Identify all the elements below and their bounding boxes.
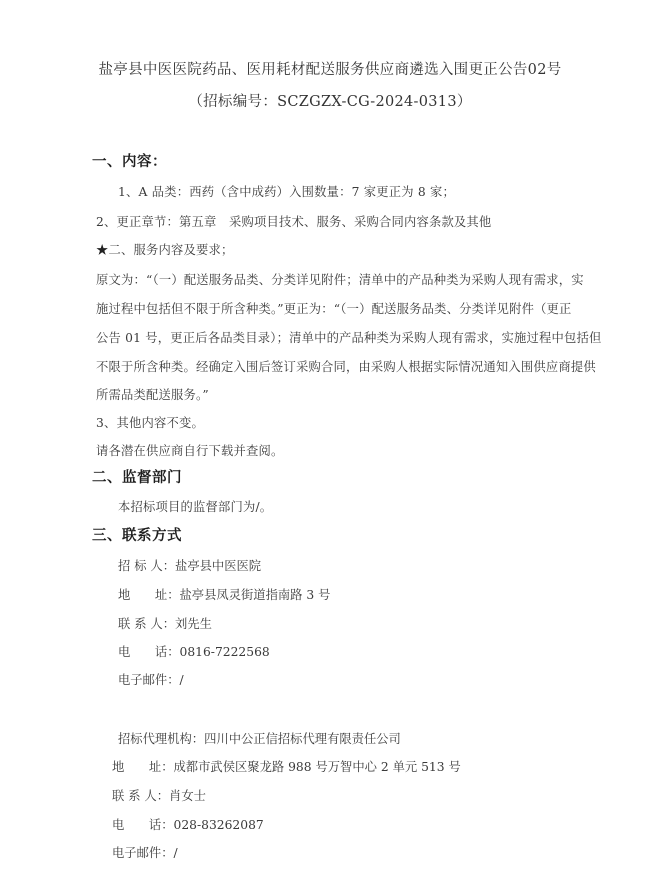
buyer-phone-row — [118, 642, 270, 660]
agent-email: / — [173, 846, 178, 860]
agent-address: 成都市武侯区聚龙路 988 号万智中心 2 单元 513 号 — [173, 760, 461, 774]
para-line-1: 原文为：“（一）配送服务品类、分类详见附件；清单中的产品种类为采购人现有需求，实 — [96, 273, 584, 287]
buyer-contact-label: 联 系 人： — [118, 617, 176, 631]
section2-heading: 二、监督部门 — [92, 470, 182, 486]
agent-org: 四川中公正信招标代理有限责任公司 — [204, 732, 401, 746]
item-4: 3、其他内容不变。 — [96, 416, 204, 430]
buyer-email: / — [179, 673, 184, 687]
buyer-address-row — [118, 585, 330, 603]
buyer-name: 盐亭县中医医院 — [175, 559, 262, 573]
item-3-text: 二、服务内容及要求； — [108, 243, 234, 257]
supervision-text: 本招标项目的监督部门为/。 — [118, 500, 273, 514]
agent-phone-row — [112, 815, 264, 833]
agent-email-row — [112, 843, 178, 861]
item-2: 2、更正章节：第五章 采购项目技术、服务、采购合同内容条款及其他 — [96, 215, 492, 229]
para-line-3: 公告 01 号，更正后各品类目录）；清单中的产品种类为采购人现有需求，实施过程中包括但 — [96, 331, 602, 345]
buyer-name-row — [118, 556, 261, 574]
buyer-contact: 刘先生 — [175, 617, 212, 631]
agent-contact-label: 联 系 人： — [112, 789, 170, 803]
agent-address-row — [112, 757, 461, 775]
buyer-email-row — [118, 670, 184, 688]
agent-phone-label: 电 话： — [112, 818, 174, 832]
buyer-name-label: 招 标 人： — [118, 559, 176, 573]
note-text: 请各潜在供应商自行下载并查阅。 — [96, 444, 284, 458]
para-line-4: 不限于所含种类。经确定入围后签订采购合同，由采购人根据实际情况通知入围供应商提供 — [96, 360, 596, 374]
buyer-contact-row — [118, 614, 212, 632]
tender-number: （招标编号：SCZGZX-CG-2024-0313） — [188, 94, 472, 110]
document-title: 盐亭县中医医院药品、医用耗材配送服务供应商遴选入围更正公告02号 — [98, 62, 562, 78]
item-1: 1、A 品类：西药（含中成药）入围数量：7 家更正为 8 家； — [118, 185, 456, 199]
buyer-phone-label: 电 话： — [118, 645, 180, 659]
buyer-address-label: 地 址： — [118, 588, 180, 602]
buyer-phone: 0816-7222568 — [179, 645, 270, 659]
item-3 — [96, 240, 233, 258]
buyer-address: 盐亭县凤灵街道指南路 3 号 — [179, 588, 331, 602]
agent-contact: 肖女士 — [169, 789, 206, 803]
agent-phone: 028-83262087 — [173, 818, 264, 832]
agent-address-label: 地 址： — [112, 760, 174, 774]
star-icon: ★ — [96, 243, 109, 257]
section1-heading: 一、内容： — [92, 154, 167, 170]
para-line-2: 施过程中包括但不限于所含种类。”更正为：“（一）配送服务品类、分类详见附件（更正 — [96, 302, 572, 316]
agent-org-row — [118, 729, 401, 747]
agent-email-label: 电子邮件： — [112, 846, 174, 860]
para-line-5: 所需品类配送服务。” — [96, 388, 209, 402]
buyer-email-label: 电子邮件： — [118, 673, 180, 687]
agent-org-label: 招标代理机构： — [118, 732, 205, 746]
section3-heading: 三、联系方式 — [92, 528, 182, 544]
agent-contact-row — [112, 786, 206, 804]
